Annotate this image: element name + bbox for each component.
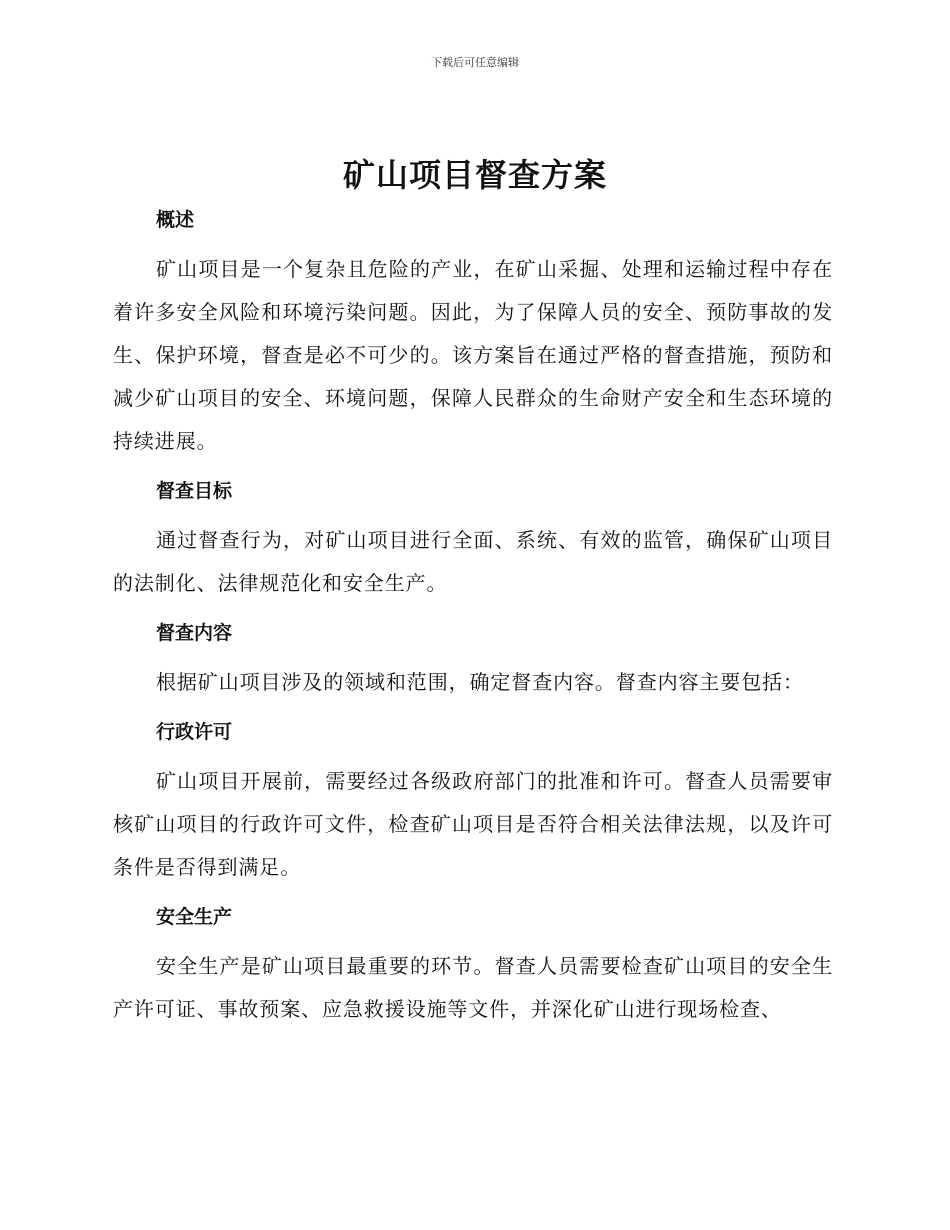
- document-body: [113, 204, 833, 1043]
- section-overview: [113, 204, 833, 463]
- section-heading: 督查内容: [156, 622, 233, 644]
- paragraph: 矿山项目开展前，需要经过各级政府部门的批准和许可。督查人员需要审核矿山项目的行政许可文件，检查矿山项目是否符合相关法律法规，以及许可条件是否得到满足。: [113, 769, 833, 879]
- section-heading: 督查目标: [156, 480, 233, 502]
- section-content: [113, 617, 833, 704]
- section-objectives: [113, 475, 833, 605]
- document-title: 矿山项目督查方案: [342, 156, 607, 194]
- paragraph: 通过督查行为，对矿山项目进行全面、系统、有效的监管，确保矿山项目的法制化、法律规范化和安全生产。: [113, 528, 833, 595]
- section-administrative-permit: [113, 716, 833, 889]
- paragraph: 根据矿山项目涉及的领域和范围，确定督查内容。督查内容主要包括：: [156, 670, 804, 694]
- section-safety-production: [113, 901, 833, 1031]
- page-header-note: 下载后可任意编辑: [431, 56, 519, 69]
- section-heading: 行政许可: [156, 721, 233, 743]
- paragraph: 矿山项目是一个复杂且危险的产业，在矿山采掘、处理和运输过程中存在着许多安全风险和环境污染问题。因此，为了保障人员的安全、预防事故的发生、保护环境，督查是必不可少的。该方案旨在通过严格的督查措施，预防和减少矿山项目的安全、环境问题，保障人民群众的生命财产安全和生态环境的持续进展。: [113, 257, 833, 453]
- paragraph: 安全生产是矿山项目最重要的环节。督查人员需要检查矿山项目的安全生产许可证、事故预案、应急救援设施等文件，并深化矿山进行现场检查、: [113, 954, 833, 1021]
- section-heading: 概述: [156, 209, 195, 231]
- section-heading: 安全生产: [156, 906, 233, 928]
